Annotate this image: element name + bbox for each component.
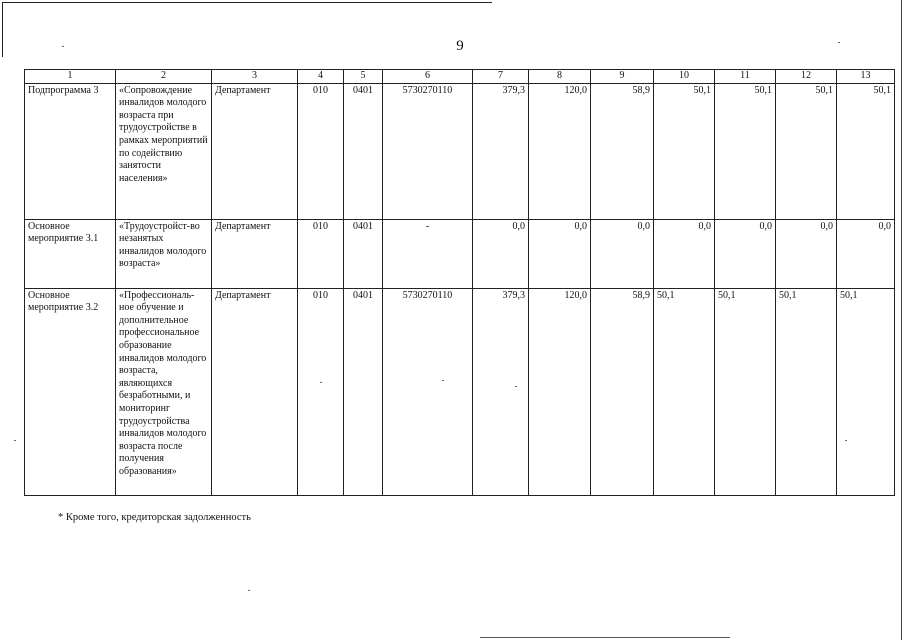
row-cell: 0,0 — [591, 219, 654, 288]
header-cell: 10 — [654, 70, 715, 84]
row-cell: 0,0 — [529, 219, 591, 288]
header-cell: 4 — [298, 70, 344, 84]
row-cell: 5730270110 — [383, 83, 473, 219]
header-cell: 12 — [776, 70, 837, 84]
row-cell: 010 — [298, 288, 344, 495]
header-row — [25, 70, 895, 84]
header-cell: 1 — [25, 70, 116, 84]
row-cell: 0401 — [344, 288, 383, 495]
header-cell: 8 — [529, 70, 591, 84]
header-cell: 13 — [837, 70, 895, 84]
row-cell: 0,0 — [776, 219, 837, 288]
row-name: Основное мероприятие 3.2 — [25, 288, 116, 495]
row-cell: 379,3 — [473, 288, 529, 495]
page-edge-right — [901, 0, 902, 640]
header-cell: 3 — [212, 70, 298, 84]
scan-speck — [838, 42, 840, 43]
header-cell: 9 — [591, 70, 654, 84]
row-cell: 010 — [298, 83, 344, 219]
row-executor: Департамент — [212, 288, 298, 495]
header-cell: 6 — [383, 70, 473, 84]
row-cell: 50,1 — [654, 83, 715, 219]
row-cell: 0,0 — [715, 219, 776, 288]
row-cell: 50,1 — [715, 83, 776, 219]
page-edge-top — [2, 2, 492, 3]
header-cell: 2 — [116, 70, 212, 84]
footnote: * Кроме того, кредиторская задолженность — [58, 512, 251, 523]
page-number: 9 — [456, 38, 464, 54]
row-cell: 50,1 — [776, 288, 837, 495]
row-description: «Трудоустройст-во незанятых инвалидов молодого возраста» — [116, 219, 212, 288]
header-cell: 11 — [715, 70, 776, 84]
scan-speck — [442, 380, 444, 381]
row-cell: 379,3 — [473, 83, 529, 219]
row-cell: 0,0 — [837, 219, 895, 288]
row-name: Подпрограмма 3 — [25, 83, 116, 219]
row-cell: 50,1 — [837, 83, 895, 219]
row-cell: 0,0 — [473, 219, 529, 288]
row-description: «Сопровождение инвалидов молодого возраста при трудоустройстве в рамках мероприятий по содействию занятости населения» — [116, 83, 212, 219]
row-cell: 50,1 — [837, 288, 895, 495]
row-cell: 0401 — [344, 83, 383, 219]
row-cell: 50,1 — [654, 288, 715, 495]
scan-speck — [14, 440, 16, 441]
row-description: «Профессиональ-ное обучение и дополнительное профессиональное образование инвалидов молодого возраста, являющихся безработными, и мониторинг трудоустройства инвалидов молодого возраста после получения образования» — [116, 288, 212, 495]
header-cell: 7 — [473, 70, 529, 84]
table-row — [25, 219, 895, 288]
scan-speck — [845, 440, 847, 441]
page-edge-left — [2, 2, 3, 57]
header-cell: 5 — [344, 70, 383, 84]
program-table — [24, 69, 895, 496]
row-cell: 0,0 — [654, 219, 715, 288]
row-cell: 120,0 — [529, 288, 591, 495]
row-cell: 50,1 — [776, 83, 837, 219]
row-cell: 120,0 — [529, 83, 591, 219]
row-cell: 50,1 — [715, 288, 776, 495]
scan-speck — [62, 46, 64, 47]
scan-speck — [515, 386, 517, 387]
row-cell: - — [383, 219, 473, 288]
row-cell: 0401 — [344, 219, 383, 288]
scan-speck — [248, 590, 250, 591]
row-executor: Департамент — [212, 83, 298, 219]
row-cell: 58,9 — [591, 83, 654, 219]
row-cell: 5730270110 — [383, 288, 473, 495]
table-row — [25, 83, 895, 219]
page-edge-bottom — [480, 637, 730, 638]
row-executor: Департамент — [212, 219, 298, 288]
table-row — [25, 288, 895, 495]
row-cell: 58,9 — [591, 288, 654, 495]
row-cell: 010 — [298, 219, 344, 288]
scan-speck — [320, 382, 322, 383]
row-name: Основное мероприятие 3.1 — [25, 219, 116, 288]
